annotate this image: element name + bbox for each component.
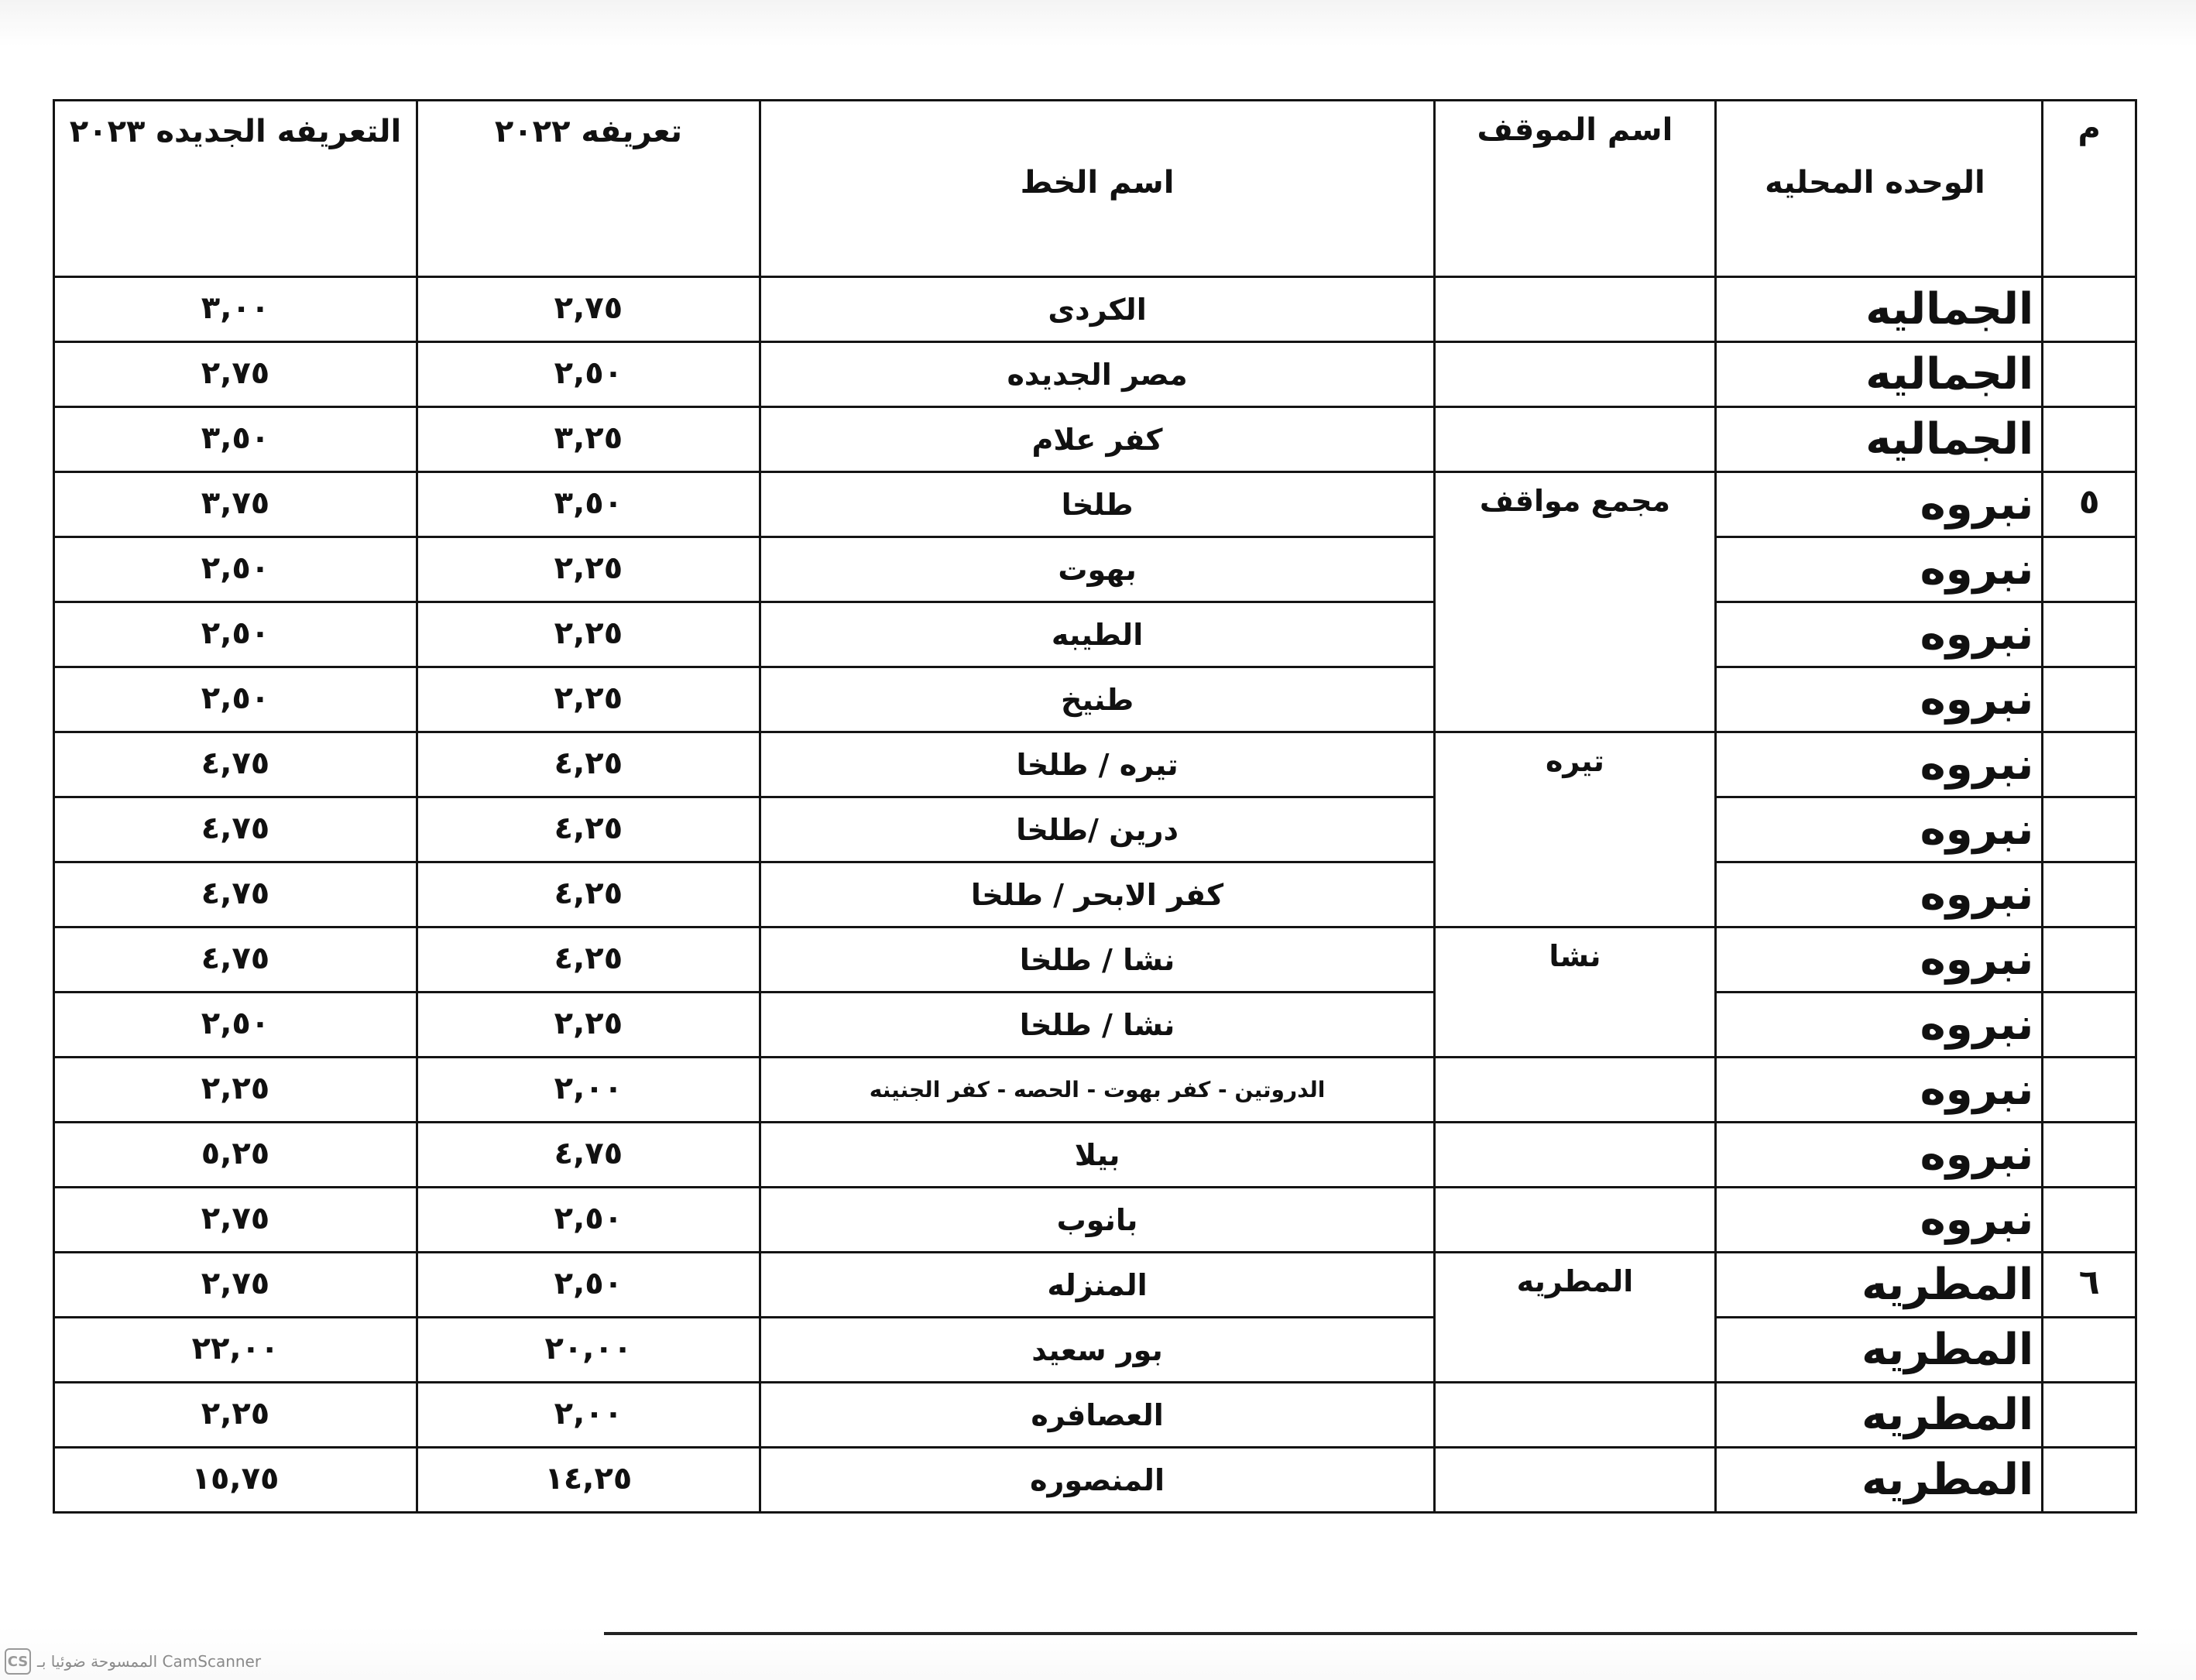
line-name-cell: كفر علام [760,407,1435,472]
price-2023-cell: ٢٢,٠٠ [54,1318,417,1383]
table-row [54,1123,2136,1188]
table-row [54,732,2136,797]
price-2022-cell: ٣,٢٥ [417,407,760,472]
price-2022-cell: ٣,٥٠ [417,472,760,537]
line-name-cell: الكردى [760,277,1435,342]
line-name-cell: نشا / طلخا [760,993,1435,1058]
local-unit-cell: نبروه [1715,472,2043,537]
price-2022-cell: ٤,٢٥ [417,862,760,927]
local-unit-cell: المطريه [1715,1383,2043,1448]
local-unit-cell: الجماليه [1715,277,2043,342]
header-num: م [2043,101,2136,277]
price-2023-cell: ٢,٥٠ [54,993,417,1058]
table-row [54,1188,2136,1253]
price-2023-cell: ٣,٧٥ [54,472,417,537]
local-unit-cell: نبروه [1715,1123,2043,1188]
header-stop-name: اسم الموقف [1435,101,1715,277]
row-number [2043,862,2136,927]
price-2022-cell: ٤,٧٥ [417,1123,760,1188]
line-name-cell: العصافره [760,1383,1435,1448]
header-price-2023: التعريفه الجديده ٢٠٢٣ [54,101,417,277]
price-2022-cell: ٢,٥٠ [417,1253,760,1318]
price-2022-cell: ٢٠,٠٠ [417,1318,760,1383]
row-number [2043,1188,2136,1253]
stop-name-cell [1435,1383,1715,1448]
row-number [2043,732,2136,797]
local-unit-cell: نبروه [1715,602,2043,667]
local-unit-cell: نبروه [1715,1058,2043,1123]
price-2022-cell: ٢,٢٥ [417,537,760,602]
local-unit-cell: نبروه [1715,927,2043,993]
line-name-cell: تيره / طلخا [760,732,1435,797]
price-2022-cell: ٢,٢٥ [417,667,760,732]
row-number [2043,1123,2136,1188]
local-unit-cell: الجماليه [1715,342,2043,407]
table-row [54,1058,2136,1123]
local-unit-cell: نبروه [1715,667,2043,732]
table-row [54,472,2136,537]
line-name-cell: نشا / طلخا [760,927,1435,993]
stop-name-cell [1435,1123,1715,1188]
row-number [2043,993,2136,1058]
line-name-cell: طلخا [760,472,1435,537]
line-name-cell: بهوت [760,537,1435,602]
line-name-cell: المنصوره [760,1448,1435,1513]
price-2022-cell: ٢,٥٠ [417,1188,760,1253]
stop-name-cell [1435,407,1715,472]
price-2023-cell: ١٥,٧٥ [54,1448,417,1513]
price-2022-cell: ٤,٢٥ [417,797,760,862]
camscanner-icon: CS [5,1648,31,1675]
row-number: ٥ [2043,472,2136,537]
line-name-cell: بور سعيد [760,1318,1435,1383]
price-2023-cell: ٢,٢٥ [54,1058,417,1123]
table-row [54,927,2136,993]
tariff-table [53,99,2137,1514]
price-2022-cell: ٢,٥٠ [417,342,760,407]
price-2022-cell: ٤,٢٥ [417,927,760,993]
table-row [54,537,2136,602]
price-2023-cell: ٤,٧٥ [54,732,417,797]
table-row [54,407,2136,472]
price-2022-cell: ٢,٢٥ [417,993,760,1058]
scanner-watermark-text: الممسوحة ضوئيا بـ CamScanner [37,1652,262,1671]
stop-name-cell [1435,1188,1715,1253]
table-row [54,1383,2136,1448]
local-unit-cell: المطريه [1715,1318,2043,1383]
row-number [2043,407,2136,472]
row-number [2043,1058,2136,1123]
row-number [2043,1318,2136,1383]
price-2022-cell: ٢,٧٥ [417,277,760,342]
local-unit-cell: نبروه [1715,862,2043,927]
price-2022-cell: ٢,٢٥ [417,602,760,667]
line-name-cell: بانوب [760,1188,1435,1253]
price-2023-cell: ٢,٥٠ [54,667,417,732]
row-number: ٦ [2043,1253,2136,1318]
row-number [2043,277,2136,342]
line-name-cell: بيلا [760,1123,1435,1188]
table-row [54,667,2136,732]
header-row [54,101,2136,277]
price-2022-cell: ٤,٢٥ [417,732,760,797]
price-2023-cell: ٣,٠٠ [54,277,417,342]
local-unit-cell: نبروه [1715,993,2043,1058]
price-2023-cell: ٣,٥٠ [54,407,417,472]
price-2023-cell: ٢,٧٥ [54,1253,417,1318]
price-2023-cell: ٢,٧٥ [54,342,417,407]
table-row [54,1448,2136,1513]
price-2022-cell: ٢,٠٠ [417,1383,760,1448]
stop-name-cell: نشا [1435,927,1715,1058]
price-2023-cell: ٢,٥٠ [54,537,417,602]
table-row [54,1318,2136,1383]
line-name-cell: المنزله [760,1253,1435,1318]
price-2023-cell: ٤,٧٥ [54,927,417,993]
line-name-cell: كفر الابحر / طلخا [760,862,1435,927]
stop-name-cell: تيره [1435,732,1715,927]
row-number [2043,927,2136,993]
row-number [2043,602,2136,667]
header-local-unit: الوحده المحليه [1715,101,2043,277]
stop-name-cell: المطريه [1435,1253,1715,1383]
line-name-cell: طنيخ [760,667,1435,732]
stop-name-cell [1435,1448,1715,1513]
line-name-cell: الدروتين - كفر بهوت - الحصه - كفر الجنينه [760,1058,1435,1123]
line-name-cell: الطيبه [760,602,1435,667]
local-unit-cell: نبروه [1715,732,2043,797]
price-2023-cell: ٤,٧٥ [54,862,417,927]
table-row [54,993,2136,1058]
price-2023-cell: ٥,٢٥ [54,1123,417,1188]
row-number [2043,797,2136,862]
row-number [2043,537,2136,602]
table-row [54,277,2136,342]
stop-name-cell [1435,277,1715,342]
row-number [2043,1448,2136,1513]
header-line-name: اسم الخط [760,101,1435,277]
local-unit-cell: نبروه [1715,537,2043,602]
local-unit-cell: المطريه [1715,1448,2043,1513]
header-price-2022: تعريفه ٢٠٢٢ [417,101,760,277]
price-2023-cell: ٢,٧٥ [54,1188,417,1253]
row-number [2043,667,2136,732]
scanner-watermark [5,1646,261,1677]
table-row [54,342,2136,407]
local-unit-cell: الجماليه [1715,407,2043,472]
table-row [54,602,2136,667]
stop-name-cell [1435,342,1715,407]
price-2022-cell: ٢,٠٠ [417,1058,760,1123]
price-2023-cell: ٢,٥٠ [54,602,417,667]
local-unit-cell: نبروه [1715,1188,2043,1253]
line-name-cell: درين /طلخا [760,797,1435,862]
price-2022-cell: ١٤,٢٥ [417,1448,760,1513]
line-name-cell: مصر الجديده [760,342,1435,407]
stop-name-cell: مجمع مواقف [1435,472,1715,732]
bottom-divider [604,1632,2137,1635]
price-2023-cell: ٢,٢٥ [54,1383,417,1448]
local-unit-cell: نبروه [1715,797,2043,862]
table-row [54,1253,2136,1318]
table-row [54,797,2136,862]
row-number [2043,342,2136,407]
table-row [54,862,2136,927]
stop-name-cell [1435,1058,1715,1123]
local-unit-cell: المطريه [1715,1253,2043,1318]
price-2023-cell: ٤,٧٥ [54,797,417,862]
row-number [2043,1383,2136,1448]
